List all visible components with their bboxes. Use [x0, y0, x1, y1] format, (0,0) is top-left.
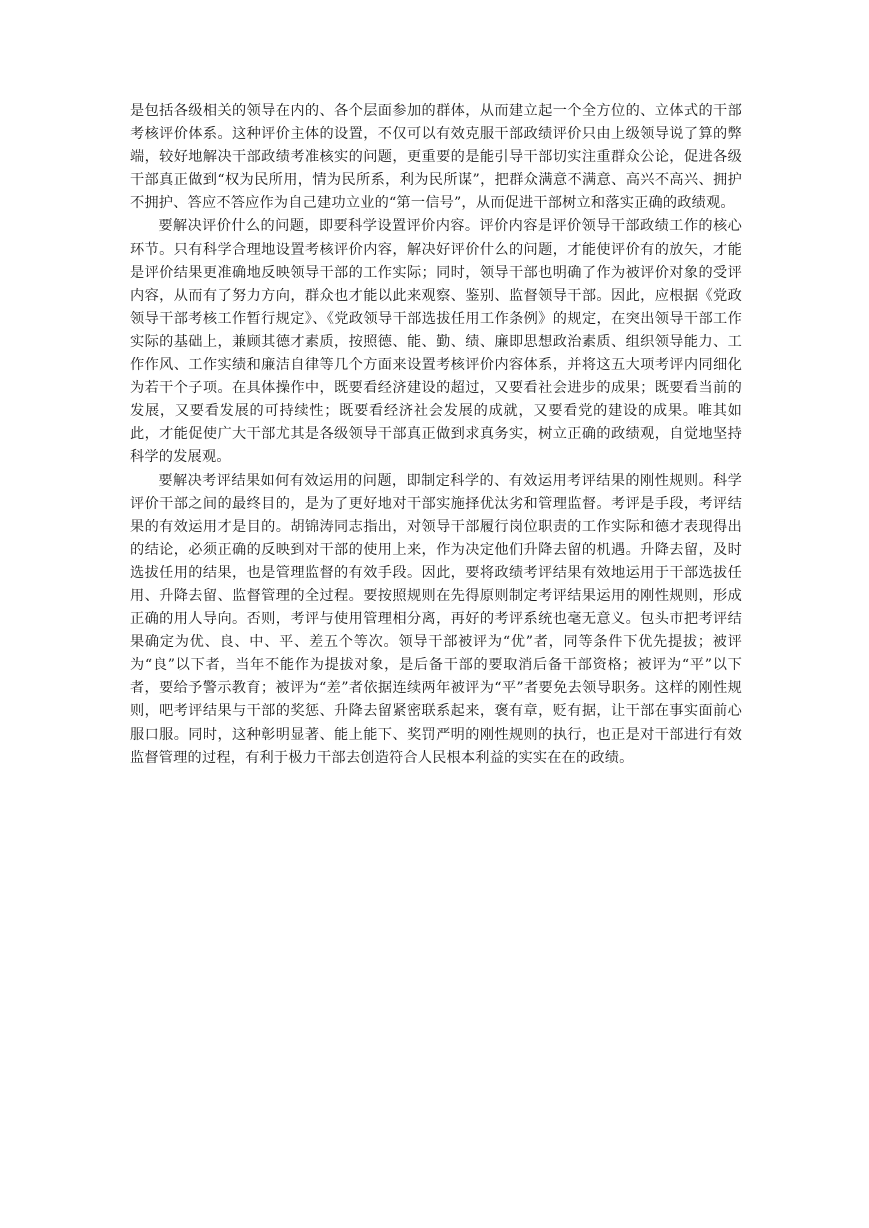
paragraph-3: 要解决考评结果如何有效运用的问题，即制定科学的、有效运用考评结果的刚性规则。科学评价干部之间的最终目的，是为了更好地对干部实施择优汰劣和管理监督。考评是手段，考评结果的有效运用才是目的。胡锦涛同志指出，对领导干部履行岗位职责的工作实际和德才表现得出的结论，必须正确的反映到对干部的使用上来，作为决定他们升降去留的机遇。升降去留，及时选拔任用的结果，也是管理监督的有效手段。因此，要将政绩考评结果有效地运用于干部选拔任用、升降去留、监督管理的全过程。要按照规则在先得原则制定考评结果运用的刚性规则，形成正确的用人导向。否则，考评与使用管理相分离，再好的考评系统也毫无意义。包头市把考评结果确定为优、良、中、平、差五个等次。领导干部被评为“优”者，同等条件下优先提拔；被评为“良”以下者，当年不能作为提拔对象，是后备干部的要取消后备干部资格；被评为“平”以下者，要给予警示教育；被评为“差”者依据连续两年被评为“平”者要免去领导职务。这样的刚性规则，吧考评结果与干部的奖惩、升降去留紧密联系起来，褒有章，贬有据，让干部在事实面前心服口服。同时，这种彰明显著、能上能下、奖罚严明的刚性规则的执行，也正是对干部进行有效监督管理的过程，有利于极力干部去创造符合人民根本利益的实实在在的政绩。: [130, 472, 742, 766]
paragraph-1: 是包括各级相关的领导在内的、各个层面参加的群体，从而建立起一个全方位的、立体式的干部考核评价体系。这种评价主体的设置，不仅可以有效克服干部政绩评价只由上级领导说了算的弊端，较好地解决干部政绩考准核实的问题，更重要的是能引导干部切实注重群众公论，促进各级干部真正做到“权为民所用，情为民所系，利为民所谋”，把群众满意不满意、高兴不高兴、拥护不拥护、答应不答应作为自己建功立业的“第一信号”，从而促进干部树立和落实正确的政绩观。: [130, 103, 742, 212]
document-page: [130, 100, 742, 770]
paragraph-2: 要解决评价什么的问题，即要科学设置评价内容。评价内容是评价领导干部政绩工作的核心环节。只有科学合理地设置考核评价内容，解决好评价什么的问题，才能使评价有的放矢，才能是评价结果更准确地反映领导干部的工作实际；同时，领导干部也明确了作为被评价对象的受评内容，从而有了努力方向，群众也才能以此来观察、鉴别、监督领导干部。因此，应根据《党政领导干部考核工作暂行规定》、《党政领导干部选拔任用工作条例》的规定，在突出领导干部工作实际的基础上，兼顾其德才素质，按照德、能、勤、绩、廉即思想政治素质、组织领导能力、工作作风、工作实绩和廉洁自律等几个方面来设置考核评价内容体系，并将这五大项考评内同细化为若干个子项。在具体操作中，既要看经济建设的超过，又要看社会进步的成果；既要看当前的发展，又要看发展的可持续性；既要看经济社会发展的成就，又要看党的建设的成果。唯其如此，才能促使广大干部尤其是各级领导干部真正做到求真务实，树立正确的政绩观，自觉地坚持科学的发展观。: [130, 218, 742, 466]
